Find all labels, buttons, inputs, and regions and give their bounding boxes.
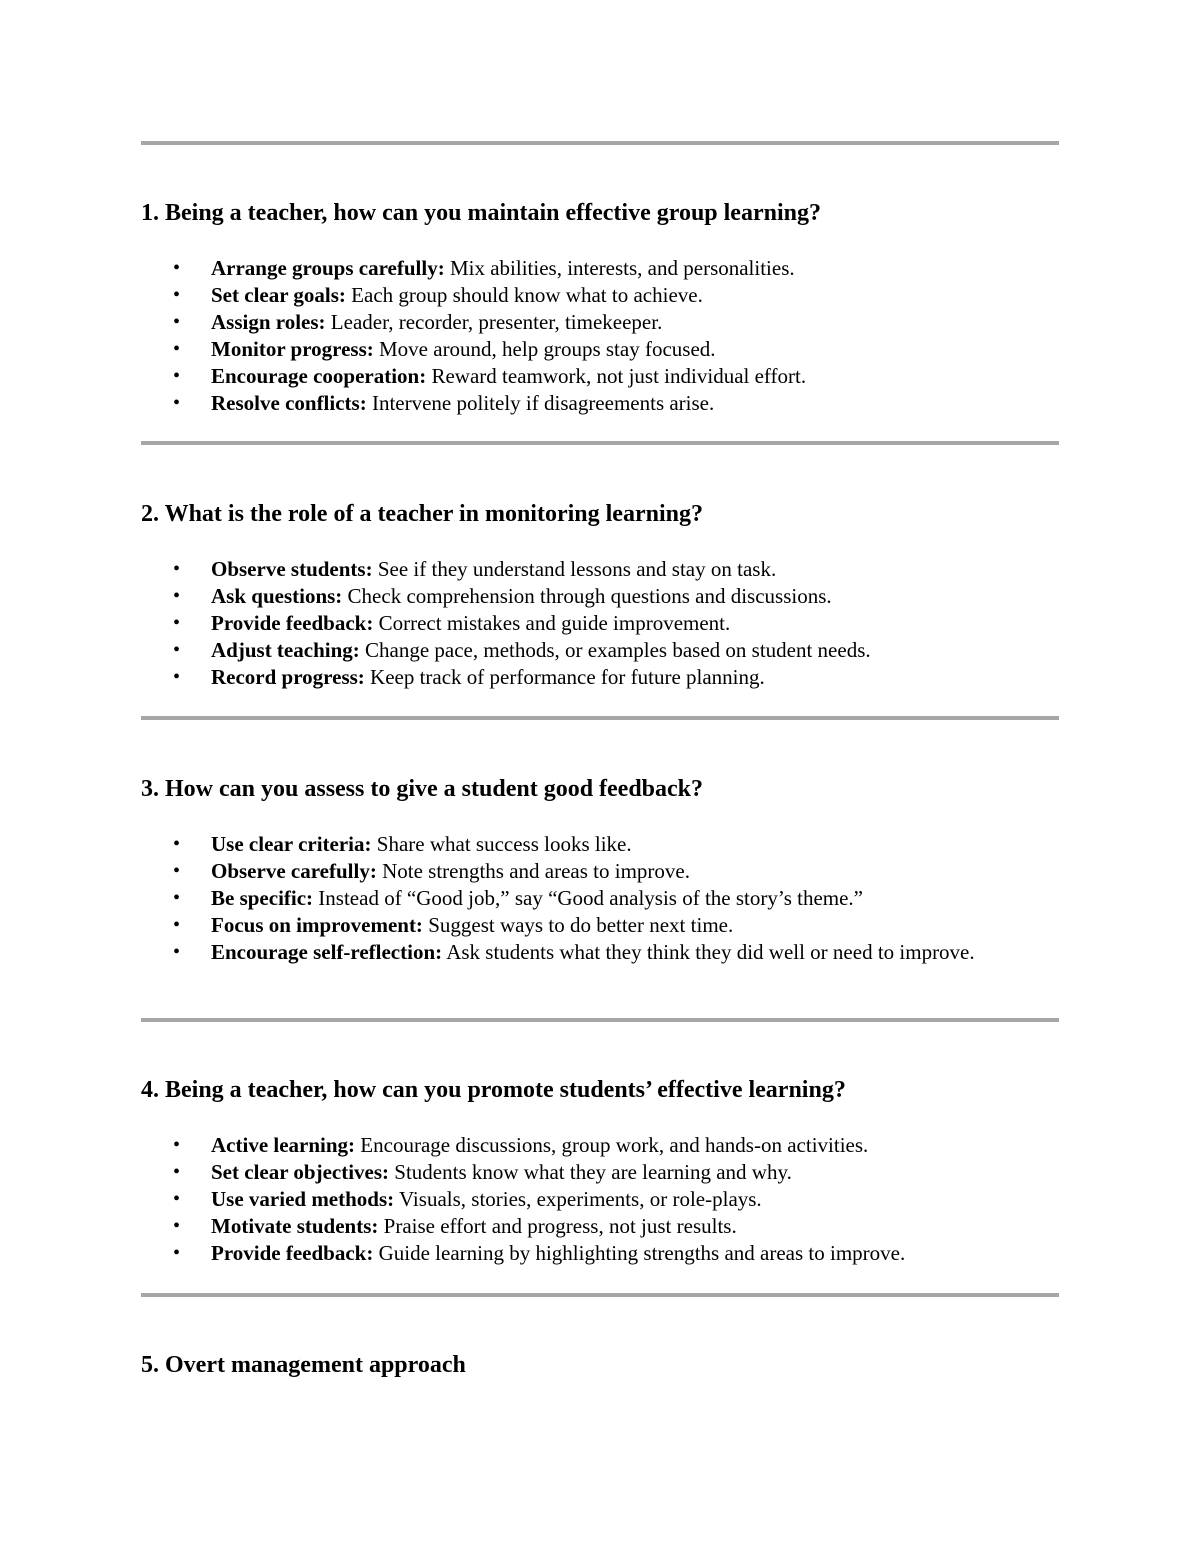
item-text: Suggest ways to do better next time. [422, 913, 734, 937]
list-item [141, 1159, 991, 1186]
bullet-icon: • [173, 1215, 181, 1237]
list-item [141, 255, 991, 282]
bullet-icon: • [173, 887, 181, 909]
item-text: Encourage discussions, group work, and hands-on activities. [355, 1133, 869, 1157]
list-item [141, 858, 991, 885]
item-text: Reward teamwork, not just individual effort. [426, 364, 807, 388]
section-5-heading: 5. Overt management approach [141, 1352, 466, 1378]
bullet-icon: • [173, 860, 181, 882]
section-divider [141, 141, 1059, 145]
bullet-icon: • [173, 338, 181, 360]
item-term: Focus on improvement: [211, 913, 423, 937]
list-item [141, 363, 991, 390]
item-text: Intervene politely if disagreements arise. [366, 391, 715, 415]
list-item [141, 1186, 991, 1213]
item-text: See if they understand lessons and stay on task. [372, 557, 777, 581]
list-item [141, 664, 991, 691]
item-text: Praise effort and progress, not just results. [378, 1214, 737, 1238]
section-3-heading: 3. How can you assess to give a student good feedback? [141, 776, 704, 802]
item-text: Check comprehension through questions and discussions. [342, 584, 832, 608]
item-term: Record progress: [211, 665, 365, 689]
item-text: Each group should know what to achieve. [345, 283, 703, 307]
bullet-icon: • [173, 833, 181, 855]
item-term: Active learning: [211, 1133, 356, 1157]
item-text: Change pace, methods, or examples based on student needs. [359, 638, 871, 662]
section-1-list [141, 255, 1059, 417]
item-text: Move around, help groups stay focused. [373, 337, 716, 361]
bullet-icon: • [173, 1242, 181, 1264]
item-term: Provide feedback: [211, 611, 374, 635]
list-item [141, 1240, 991, 1267]
bullet-icon: • [173, 914, 181, 936]
list-item [141, 885, 991, 912]
section-divider [141, 1293, 1059, 1297]
item-term: Set clear goals: [211, 283, 346, 307]
item-text: Instead of “Good job,” say “Good analysis of the story’s theme.” [313, 886, 863, 910]
bullet-icon: • [173, 311, 181, 333]
item-text: Students know what they are learning and why. [389, 1160, 792, 1184]
bullet-icon: • [173, 1161, 181, 1183]
item-term: Ask questions: [211, 584, 343, 608]
item-term: Observe carefully: [211, 859, 377, 883]
list-item [141, 831, 991, 858]
list-item [141, 583, 991, 610]
list-item [141, 282, 991, 309]
item-term: Encourage self-reflection: [211, 940, 443, 964]
item-text: Ask students what they think they did well or need to improve. [442, 940, 975, 964]
item-term: Assign roles: [211, 310, 326, 334]
bullet-icon: • [173, 666, 181, 688]
item-term: Resolve conflicts: [211, 391, 367, 415]
bullet-icon: • [173, 558, 181, 580]
bullet-icon: • [173, 1134, 181, 1156]
item-text: Guide learning by highlighting strengths and areas to improve. [373, 1241, 906, 1265]
list-item [141, 610, 991, 637]
bullet-icon: • [173, 585, 181, 607]
list-item [141, 1132, 991, 1159]
bullet-icon: • [173, 257, 181, 279]
item-term: Monitor progress: [211, 337, 374, 361]
section-1-heading: 1. Being a teacher, how can you maintain effective group learning? [141, 200, 821, 226]
item-term: Use clear criteria: [211, 832, 372, 856]
section-2-list [141, 556, 1059, 691]
bullet-icon: • [173, 392, 181, 414]
bullet-icon: • [173, 1188, 181, 1210]
item-term: Adjust teaching: [211, 638, 360, 662]
bullet-icon: • [173, 941, 181, 963]
item-term: Observe students: [211, 557, 373, 581]
item-term: Be specific: [211, 886, 314, 910]
item-text: Keep track of performance for future planning. [364, 665, 765, 689]
bullet-icon: • [173, 284, 181, 306]
item-text: Mix abilities, interests, and personalities. [444, 256, 795, 280]
list-item [141, 912, 991, 939]
list-item [141, 939, 991, 966]
item-text: Leader, recorder, presenter, timekeeper. [325, 310, 663, 334]
list-item [141, 309, 991, 336]
item-text: Note strengths and areas to improve. [376, 859, 690, 883]
bullet-icon: • [173, 365, 181, 387]
item-term: Arrange groups carefully: [211, 256, 445, 280]
item-term: Encourage cooperation: [211, 364, 427, 388]
section-4-list [141, 1132, 1059, 1267]
list-item [141, 336, 991, 363]
item-text: Correct mistakes and guide improvement. [373, 611, 731, 635]
item-term: Provide feedback: [211, 1241, 374, 1265]
list-item [141, 556, 991, 583]
section-divider [141, 716, 1059, 720]
item-term: Use varied methods: [211, 1187, 395, 1211]
list-item [141, 637, 991, 664]
bullet-icon: • [173, 612, 181, 634]
bullet-icon: • [173, 639, 181, 661]
section-divider [141, 1018, 1059, 1022]
section-4-heading: 4. Being a teacher, how can you promote students’ effective learning? [141, 1077, 846, 1103]
item-text: Share what success looks like. [371, 832, 632, 856]
list-item [141, 1213, 991, 1240]
section-divider [141, 441, 1059, 445]
item-text: Visuals, stories, experiments, or role-plays. [394, 1187, 762, 1211]
list-item [141, 390, 991, 417]
item-term: Set clear objectives: [211, 1160, 390, 1184]
section-2-heading: 2. What is the role of a teacher in monitoring learning? [141, 501, 703, 527]
item-term: Motivate students: [211, 1214, 379, 1238]
section-3-list [141, 831, 1059, 966]
